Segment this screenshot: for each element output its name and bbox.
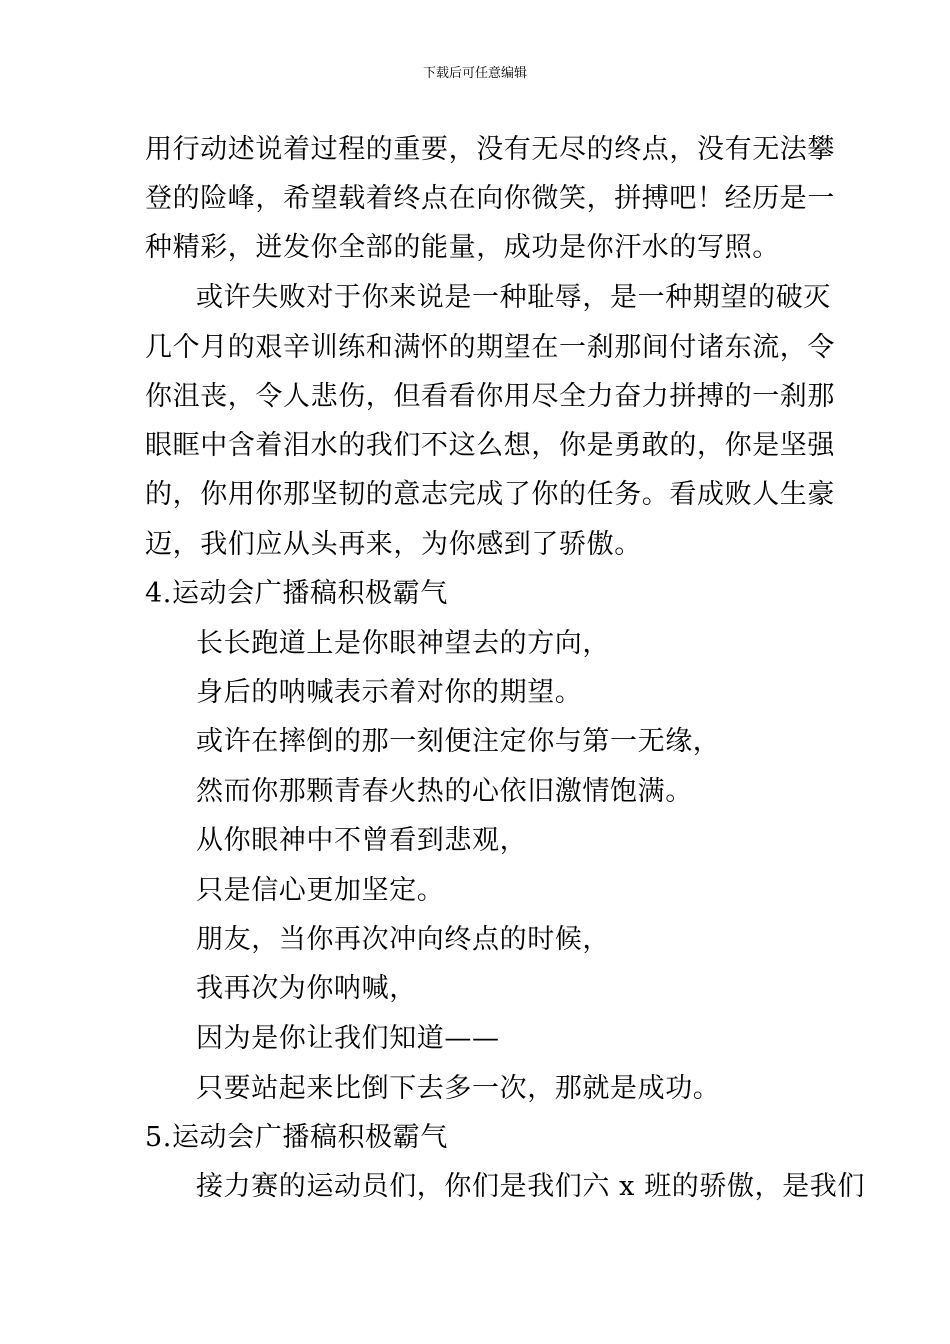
poem-line: 只要站起来比倒下去多一次，那就是成功。: [196, 1073, 721, 1104]
poem-line: 身后的呐喊表示着对你的期望。: [196, 677, 583, 708]
body-text-line: 迈，我们应从头再来，为你感到了骄傲。: [145, 529, 642, 560]
body-text-line: 用行动述说着过程的重要，没有无尽的终点，没有无法攀: [145, 134, 835, 165]
body-text-line: 你沮丧，令人悲伤，但看看你用尽全力奋力拼搏的一刹那: [145, 381, 835, 412]
body-text-line: 眼眶中含着泪水的我们不这么想，你是勇敢的，你是坚强: [145, 430, 835, 461]
page-header: 下载后可任意编辑: [422, 66, 527, 81]
section-heading-4: 4.运动会广播稿积极霸气: [145, 578, 448, 609]
body-text-line: 几个月的艰辛训练和满怀的期望在一刹那间付诸东流，令: [145, 332, 835, 363]
poem-line: 因为是你让我们知道——: [196, 1023, 500, 1054]
body-text-line: 接力赛的运动员们，你们是我们六 x 班的骄傲，是我们: [196, 1171, 865, 1202]
body-text-line: 的，你用你那坚韧的意志完成了你的任务。看成败人生豪: [145, 479, 835, 510]
poem-line: 朋友，当你再次冲向终点的时候，: [196, 924, 610, 955]
poem-line: 或许在摔倒的那一刻便注定你与第一无缘，: [196, 726, 721, 757]
body-text-line: 种精彩，迸发你全部的能量，成功是你汗水的写照。: [145, 232, 780, 263]
poem-line: 只是信心更加坚定。: [196, 875, 445, 906]
poem-line: 从你眼神中不曾看到悲观，: [196, 825, 528, 856]
body-text-line: 或许失败对于你来说是一种耻辱，是一种期望的破灭: [196, 282, 831, 313]
poem-line: 然而你那颗青春火热的心依旧激情饱满。: [196, 776, 693, 807]
poem-line: 长长跑道上是你眼神望去的方向，: [196, 628, 610, 659]
section-heading-5: 5.运动会广播稿积极霸气: [145, 1122, 448, 1153]
body-text-line: 登的险峰，希望载着终点在向你微笑，拼搏吧！经历是一: [145, 183, 835, 214]
poem-line: 我再次为你呐喊，: [196, 973, 417, 1004]
